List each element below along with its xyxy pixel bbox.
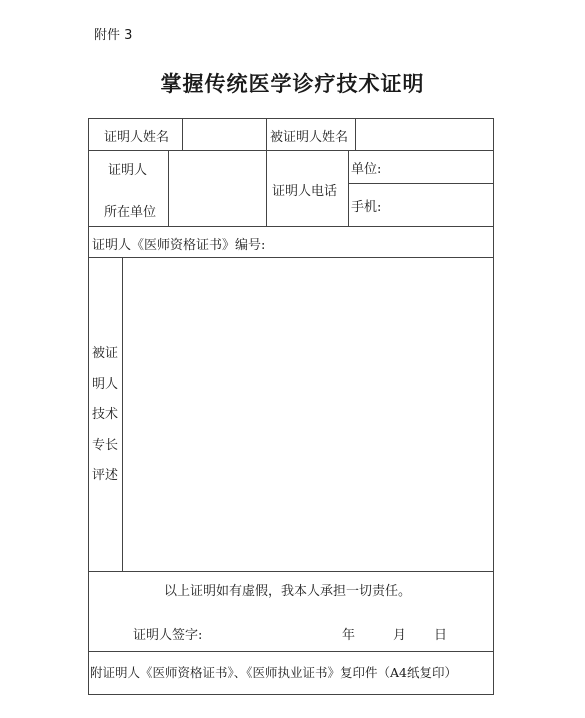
row-divider xyxy=(88,150,494,151)
mobile-label: 手机: xyxy=(351,200,382,215)
certifier-phone-label: 证明人电话 xyxy=(272,184,338,199)
evaluation-label-line: 明人 xyxy=(92,377,119,392)
work-phone-label: 单位: xyxy=(351,162,382,177)
col-divider xyxy=(182,118,183,150)
form-border-bottom xyxy=(88,694,494,695)
col-divider xyxy=(122,257,123,571)
evaluation-label-line: 技术 xyxy=(92,407,119,422)
col-divider xyxy=(355,118,356,150)
phone-divider xyxy=(348,183,494,184)
form-border-top xyxy=(88,118,494,119)
form-border-left xyxy=(88,118,89,694)
attachment-label: 附件 3 xyxy=(94,28,133,43)
col-divider xyxy=(168,150,169,226)
evaluation-label-line: 专长 xyxy=(92,438,119,453)
year-label: 年 xyxy=(342,628,356,643)
attachment-note: 附证明人《医师资格证书》、《医师执业证书》复印件（A4纸复印） xyxy=(90,665,457,680)
signature-label: 证明人签字: xyxy=(133,628,203,643)
employer-label: 所在单位 xyxy=(104,205,157,220)
page-title: 掌握传统医学诊疗技术证明 xyxy=(160,71,425,96)
certifier-label: 证明人 xyxy=(108,163,148,178)
certified-person-name-label: 被证明人姓名 xyxy=(270,130,349,145)
col-divider xyxy=(266,118,267,226)
declaration-text: 以上证明如有虚假，我本人承担一切责任。 xyxy=(164,584,412,599)
day-label: 日 xyxy=(434,628,448,643)
evaluation-label-line: 评述 xyxy=(92,468,119,483)
certificate-number-label: 证明人《医师资格证书》编号: xyxy=(92,238,266,253)
row-divider xyxy=(88,571,494,572)
row-divider xyxy=(88,257,494,258)
col-divider xyxy=(348,150,349,226)
row-divider xyxy=(88,226,494,227)
month-label: 月 xyxy=(393,628,407,643)
certifier-name-label: 证明人姓名 xyxy=(104,130,170,145)
row-divider xyxy=(88,651,494,652)
evaluation-label-line: 被证 xyxy=(92,346,119,361)
form-border-right xyxy=(493,118,494,694)
